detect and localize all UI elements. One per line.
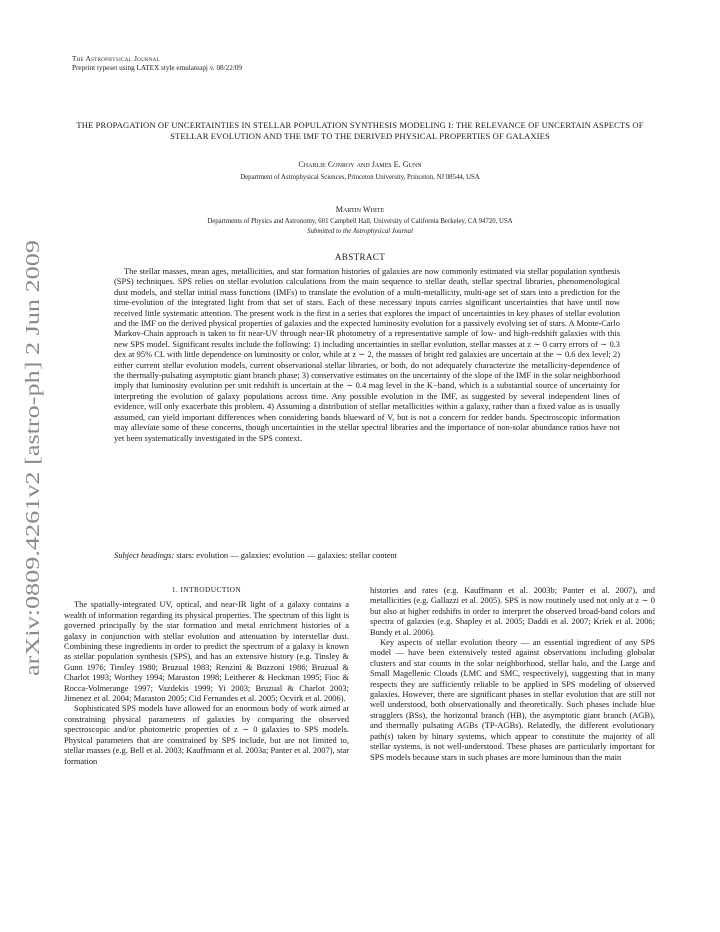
arxiv-stamp-text: arXiv:0809.4261v2 [astro-ph] 2 Jun 2009 [23, 351, 44, 676]
authors-secondary [62, 205, 658, 214]
arxiv-stamp [18, 238, 46, 678]
affiliation-2: Departments of Physics and Astronomy, 601 Campbell Hall, University of California Berkeley, CA 94720, USA [207, 218, 513, 225]
abstract-body: The stellar masses, mean ages, metallicities, and star formation histories of galaxies are now commonly estimated via stellar population synthesis (SPS) techniques. SPS relies on stellar evolution calculations from the main sequence to stellar death, stellar spectral libraries, phenomenological dust models, and stellar initial mass functions (IMFs) to translate the evolution of a multi-metallicity, multi-age set of stars into a prediction for the time-evolution of the integrated light from that set of stars. Each of these necessary inputs carries significant uncertainties that have until now received little systematic attention. The present work is the first in a series that explores the impact of uncertainties in key phases of stellar evolution and the IMF on the derived physical properties of galaxies and the expected luminosity evolution for a passively evolving set of stars. A Monte-Carlo Markov-Chain approach is taken to fit near-UV through near-IR photometry of a representative sample of low- and high-redshift galaxies with this new SPS model. Significant results include the following: 1) including uncertainties in stellar evolution, stellar masses at z ∼ 0 carry errors of ∼ 0.3 dex at 95% CL with little dependence on luminosity or color, while at z ∼ 2, the masses of bright red galaxies are uncertain at the ∼ 0.6 dex level; 2) either current stellar evolution models, current observational stellar libraries, or both, do not adequately characterize the metallicity-dependence of the thermally-pulsating asymptotic giant branch phase; 3) conservative estimates on the uncertainty of the slope of the IMF in the solar neighborhood imply that luminosity evolution per unit redshift is uncertain at the ∼ 0.4 mag level in the K−band, which is a substantial source of uncertainty for interpreting the evolution of galaxy populations across time. Any possible evolution in the IMF, as suggested by several independent lines of evidence, will only exacerbate this problem. 4) Assuming a distribution of stellar metallicities within a galaxy, rather than a fixed value as is usually assumed, can yield important differences when considering bands blueward of V, but is not a concern for redder bands. Spectroscopic information may alleviate some of these concerns, though uncertainties in the stellar spectral libraries and the importance of non-solar abundance ratios have not yet been systematically investigated in the SPS context. [114, 266, 620, 443]
abstract-heading: ABSTRACT [334, 252, 386, 262]
affiliation-1: Department of Astrophysical Sciences, Princeton University, Princeton, NJ 08544, USA [240, 174, 480, 181]
subject-headings-text: stars: evolution — galaxies: evolution — galaxies: stellar content [176, 550, 398, 560]
intro-paragraph-1: The spatially-integrated UV, optical, and near-IR light of a galaxy contains a wealth of information regarding its physical properties. The spectrum of this light is governed principally by the star formation and metal enrichment histories of a galaxy in conjunction with stellar evolution and attenuation by interstellar dust. Combining these ingredients in order to predict the spectrum of a galaxy is known as stellar population synthesis (SPS), and has an extensive history (e.g. Tinsley & Gunn 1976; Tinsley 1980; Bruzual 1983; Renzini & Buzzoni 1986; Bruzual & Charlot 1993; Worthey 1994; Maraston 1998; Leitherer & Heckman 1995; Fioc & Rocca-Volmerange 1997; Vazdekis 1999; Yi 2003; Bruzual & Charlot 2003; Jimenez et al. 2004; Maraston 2005; Cid Fernandes et al. 2005; Ocvirk et al. 2006). [64, 599, 349, 704]
author-names-2: Martin White [335, 205, 385, 214]
subject-headings-label: Subject headings: [114, 550, 175, 560]
journal-header [72, 55, 242, 72]
section-heading-introduction: 1. INTRODUCTION [171, 585, 242, 594]
paper-title: THE PROPAGATION OF UNCERTAINTIES IN STELLAR POPULATION SYNTHESIS MODELING I: THE RELEVANCE OF UNCERTAIN ASPECTS OF STELLAR EVOLUTION AND THE IMF TO THE DERIVED PHYSICAL PROPERTIES OF GALAXIES [76, 120, 644, 142]
subject-headings [114, 550, 620, 560]
right-paragraph-2: Key aspects of stellar evolution theory — an essential ingredient of any SPS model — have been extensively tested against observations including globular clusters and star counts in the solar neighborhood, stellar halo, and the Large and Small Magellenic Clouds (LMC and SMC, respectively), suggesting that in many respects they are sufficiently reliable to be applied in SPS modeling of observed galaxies. However, there are significant phases in stellar evolution that are still not well understood, both observationally and theoretically. Such phases include blue stragglers (BSs), the horizontal branch (HB), the asymptotic giant branch (AGB), and thermally pulsating AGBs (TP-AGBs). Relatedly, the different evolutionary path(s) taken by binary systems, which appear to constitute the majority of all stellar systems, is not well-understood. These phases are particularly important for SPS models because stars in such phases are more luminous than the main [370, 637, 655, 762]
right-paragraph-1: histories and rates (e.g. Kauffmann et al. 2003b; Panter et al. 2007), and metallicities (e.g. Gallazzi et al. 2005). SPS is now routinely used not only at z ∼ 0 but also at higher redshifts in order to interpret the observed broad-band colors and spectra of galaxies (e.g. Shapley et al. 2005; Daddi et al. 2007; Kriek et al. 2006; Bundy et al. 2006). [370, 585, 655, 637]
submission-note: Submitted to the Astrophysical Journal [307, 228, 413, 235]
author-names-1: Charlie Conroy and James E. Gunn [298, 160, 422, 169]
preprint-note: Preprint typeset using LATEX style emulateapj v. 08/22/09 [72, 63, 243, 72]
journal-name: The Astrophysical Journal [72, 55, 160, 63]
right-column [370, 585, 655, 762]
authors-primary [62, 160, 658, 169]
left-column [64, 585, 349, 766]
intro-paragraph-2: Sophisticated SPS models have allowed for an enormous body of work aimed at constraining physical parameters of galaxies by comparing the observed spectroscopic and/or photometric properties of z ∼ 0 galaxies to SPS models. Physical parameters that are constrained by SPS include, but are not limited to, stellar masses (e.g. Bell et al. 2003; Kauffmann et al. 2003a; Panter et al. 2007), star formation [64, 703, 349, 766]
